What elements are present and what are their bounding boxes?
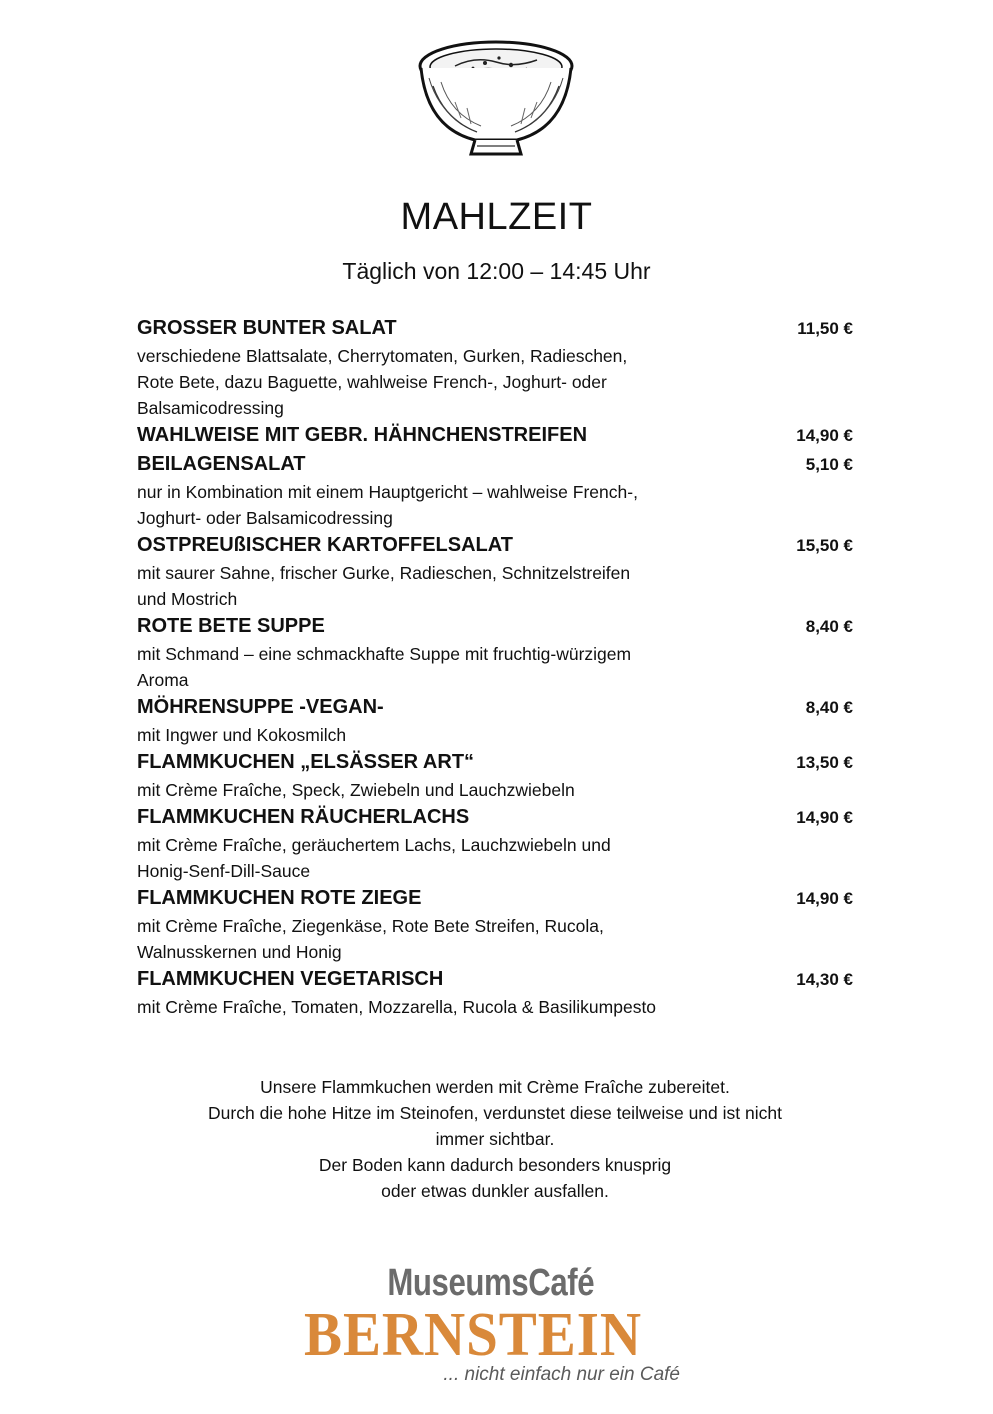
menu-item-price: 8,40 € bbox=[805, 617, 853, 636]
menu-item-description: nur in Kombination mit einem Hauptgericht – wahlweise French-, bbox=[137, 482, 638, 502]
menu-item-header bbox=[137, 803, 853, 832]
logo-top-text: MuseumsCafé bbox=[387, 1262, 594, 1304]
menu-item-header bbox=[137, 450, 853, 479]
menu-item-name: FLAMMKUCHEN RÄUCHERLACHS bbox=[137, 806, 470, 828]
menu-item-description: Aroma bbox=[137, 670, 189, 690]
menu-item-name: GROSSER BUNTER SALAT bbox=[137, 317, 397, 339]
menu-item-price: 14,90 € bbox=[796, 889, 853, 908]
menu-item bbox=[137, 748, 853, 803]
menu-item bbox=[137, 612, 853, 693]
menu-item bbox=[137, 965, 853, 1020]
menu-item-name: OSTPREUßISCHER KARTOFFELSALAT bbox=[137, 534, 513, 556]
menu-item-price: 14,90 € bbox=[796, 808, 853, 827]
info-note bbox=[130, 1074, 860, 1204]
logo-tagline: ... nicht einfach nur ein Café bbox=[443, 1364, 680, 1385]
menu-item-name: FLAMMKUCHEN ROTE ZIEGE bbox=[137, 887, 422, 909]
menu-item-description: mit saurer Sahne, frischer Gurke, Radieschen, Schnitzelstreifen bbox=[137, 563, 631, 583]
menu-item-price: 15,50 € bbox=[796, 536, 853, 555]
logo-main-text: BERNSTEIN bbox=[304, 1301, 642, 1369]
menu-item bbox=[137, 693, 853, 748]
menu-item-name: ROTE BETE SUPPE bbox=[137, 615, 325, 637]
menu-item-description: mit Ingwer und Kokosmilch bbox=[137, 725, 347, 745]
menu-item bbox=[137, 450, 853, 531]
menu-item-price: 14,30 € bbox=[796, 970, 853, 989]
menu-item-name: WAHLWEISE MIT GEBR. HÄHNCHENSTREIFEN bbox=[137, 424, 588, 446]
menu-item-description: mit Crème Fraîche, Tomaten, Mozzarella, Rucola & Basilikumpesto bbox=[137, 997, 657, 1017]
menu-item-description: Rote Bete, dazu Baguette, wahlweise French-, Joghurt- oder bbox=[137, 372, 607, 392]
menu-item-description: mit Crème Fraîche, geräuchertem Lachs, Lauchzwiebeln und bbox=[137, 835, 611, 855]
menu-item-price: 14,90 € bbox=[796, 426, 853, 445]
menu-item-header bbox=[137, 965, 853, 994]
menu-item-description: verschiedene Blattsalate, Cherrytomaten, Gurken, Radieschen, bbox=[137, 346, 628, 366]
note-line: Unsere Flammkuchen werden mit Crème Fraîche zubereitet. bbox=[260, 1077, 730, 1097]
opening-hours: Täglich von 12:00 – 14:45 Uhr bbox=[342, 258, 651, 284]
menu-item-description: mit Crème Fraîche, Ziegenkäse, Rote Bete Streifen, Rucola, bbox=[137, 916, 604, 936]
menu-item-name: FLAMMKUCHEN „ELSÄSSER ART“ bbox=[137, 751, 475, 773]
menu-item-description: Joghurt- oder Balsamicodressing bbox=[137, 508, 393, 528]
menu-item-price: 8,40 € bbox=[805, 698, 853, 717]
menu-item-price: 13,50 € bbox=[796, 753, 853, 772]
menu-item-name: BEILAGENSALAT bbox=[137, 453, 306, 475]
menu-item-description: Balsamicodressing bbox=[137, 398, 284, 418]
menu-item-header bbox=[137, 531, 853, 560]
menu-item-description: und Mostrich bbox=[137, 589, 238, 609]
menu-item-header bbox=[137, 884, 853, 913]
menu-item-name: FLAMMKUCHEN VEGETARISCH bbox=[137, 968, 444, 990]
menu-item bbox=[137, 421, 853, 450]
page-title: MAHLZEIT bbox=[400, 196, 593, 238]
menu-item bbox=[137, 884, 853, 965]
menu-item bbox=[137, 531, 853, 612]
menu-item-price: 11,50 € bbox=[797, 319, 853, 338]
note-line: oder etwas dunkler ausfallen. bbox=[381, 1181, 609, 1201]
menu-item bbox=[137, 803, 853, 884]
menu-item-description: Walnusskernen und Honig bbox=[137, 942, 342, 962]
note-line: Der Boden kann dadurch besonders knusprig bbox=[318, 1155, 672, 1175]
menu-item-header bbox=[137, 693, 853, 722]
menu-item-description: Honig-Senf-Dill-Sauce bbox=[137, 861, 311, 881]
menu-item-description: mit Crème Fraîche, Speck, Zwiebeln und Lauchzwiebeln bbox=[137, 780, 575, 800]
menu-item-header bbox=[137, 748, 853, 777]
soup-bowl-icon bbox=[415, 36, 577, 164]
note-line: Durch die hohe Hitze im Steinofen, verdunstet diese teilweise und ist nicht bbox=[208, 1103, 782, 1123]
menu-item-header bbox=[137, 421, 853, 450]
menu-item-price: 5,10 € bbox=[805, 455, 853, 474]
note-line: immer sichtbar. bbox=[435, 1129, 555, 1149]
menu-item-name: MÖHRENSUPPE -VEGAN- bbox=[137, 696, 384, 718]
menu-item-description: mit Schmand – eine schmackhafte Suppe mit fruchtig-würzigem bbox=[137, 644, 632, 664]
menu-item-header bbox=[137, 612, 853, 641]
menu-item bbox=[137, 314, 853, 421]
menu-item-header bbox=[137, 314, 853, 343]
menu-list bbox=[137, 314, 853, 1020]
cafe-logo bbox=[300, 1262, 690, 1392]
